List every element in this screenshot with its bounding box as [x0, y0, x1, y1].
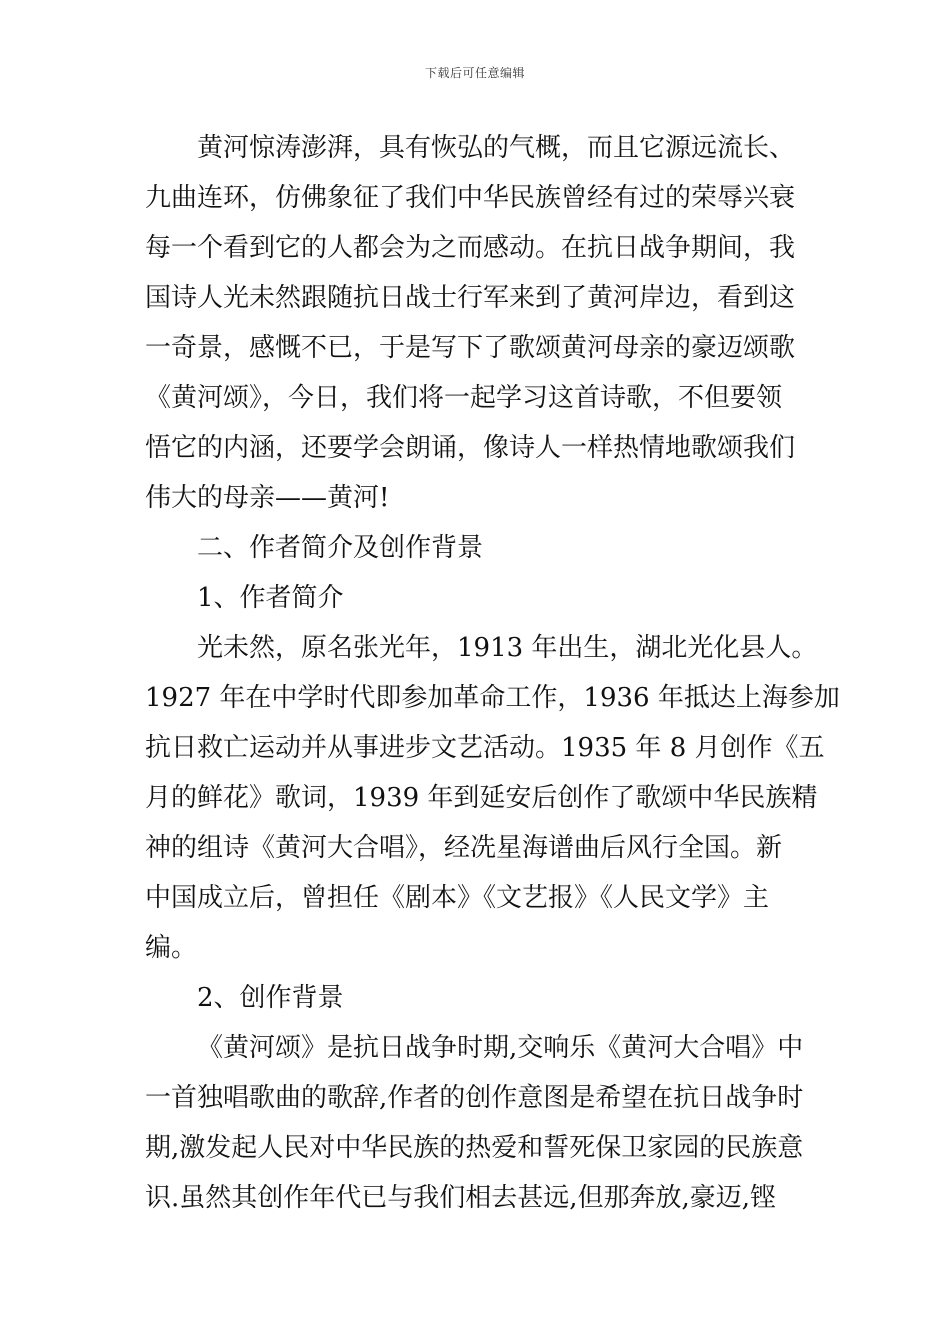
subsection-heading: 2、创作背景	[197, 983, 344, 1013]
paragraph-line: 神的组诗《黄河大合唱》，经冼星海谱曲后风行全国。新	[145, 833, 783, 863]
paragraph-line: 黄河惊涛澎湃，具有恢弘的气概，而且它源远流长、	[197, 133, 796, 163]
paragraph-line: 悟它的内涵，还要学会朗诵，像诗人一样热情地歌颂我们	[145, 433, 796, 463]
paragraph-line: 月的鲜花》歌词，1939 年到延安后创作了歌颂中华民族精	[145, 783, 818, 813]
paragraph-line: 每一个看到它的人都会为之而感动。在抗日战争期间，我	[145, 233, 796, 263]
subsection-heading: 1、作者简介	[197, 583, 344, 613]
paragraph-line: 期,激发起人民对中华民族的热爱和誓死保卫家园的民族意	[145, 1133, 804, 1163]
paragraph-line: 一奇景，感慨不已，于是写下了歌颂黄河母亲的豪迈颂歌	[145, 333, 796, 363]
paragraph-line: 抗日救亡运动并从事进步文艺活动。1935 年 8 月创作《五	[145, 733, 825, 763]
paragraph-line: 光未然，原名张光年，1913 年出生，湖北光化县人。	[197, 633, 818, 663]
paragraph-line: 九曲连环，仿佛象征了我们中华民族曾经有过的荣辱兴衰	[145, 183, 796, 213]
section-heading: 二、作者简介及创作背景	[197, 533, 484, 563]
paragraph-line: 伟大的母亲——黄河!	[145, 483, 390, 513]
paragraph-line: 《黄河颂》是抗日战争时期,交响乐《黄河大合唱》中	[197, 1033, 804, 1063]
paragraph-line: 《黄河颂》，今日，我们将一起学习这首诗歌，不但要领	[145, 383, 783, 413]
paragraph-line: 识.虽然其创作年代已与我们相去甚远,但那奔放,豪迈,铿	[145, 1183, 777, 1213]
page-header: 下载后可任意编辑	[424, 66, 525, 80]
paragraph-line: 国诗人光未然跟随抗日战士行军来到了黄河岸边，看到这	[145, 283, 796, 313]
paragraph-line: 中国成立后，曾担任《剧本》《文艺报》《人民文学》主	[145, 883, 770, 913]
body-text	[145, 128, 840, 1228]
paragraph-line: 1927 年在中学时代即参加革命工作，1936 年抵达上海参加	[145, 683, 840, 713]
paragraph-line: 一首独唱歌曲的歌辞,作者的创作意图是希望在抗日战争时	[145, 1083, 804, 1113]
paragraph-line: 编。	[145, 933, 198, 963]
